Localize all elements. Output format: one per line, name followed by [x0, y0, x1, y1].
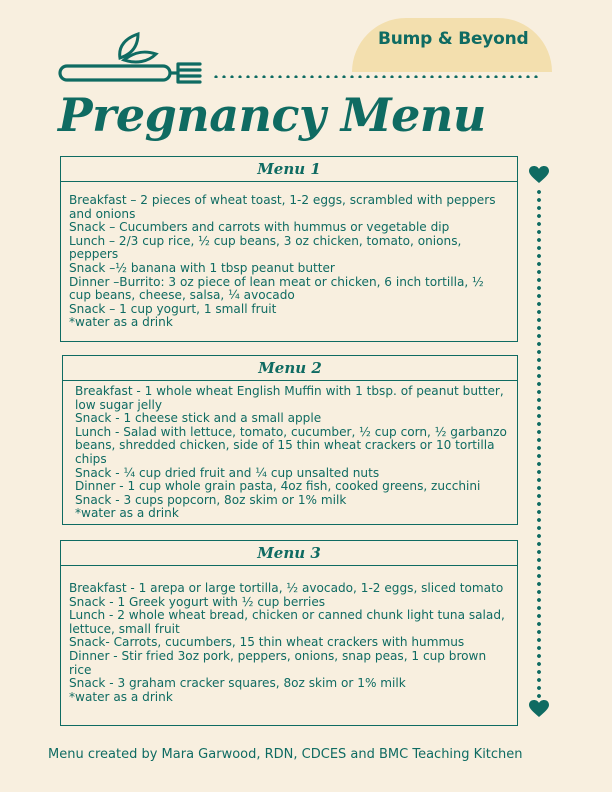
menu-item: *water as a drink [69, 689, 173, 704]
menu-item: Dinner –Burrito: 3 oz piece of lean meat or chicken, 6 inch tortilla, ½ cup beans, cheese, salsa, ¼ avocado [69, 274, 484, 303]
menu-2-body [63, 381, 517, 521]
menu-item: Snack - 3 cups popcorn, 8oz skim or 1% milk [75, 492, 347, 507]
menu-3-heading: Menu 3 [61, 541, 517, 566]
menu-item: Lunch - 2 whole wheat bread, chicken or canned chunk light tuna salad, lettuce, small fruit [69, 608, 505, 636]
menu-3-body [61, 566, 517, 704]
menu-item: *water as a drink [69, 315, 173, 330]
menu-item: Snack - 1 Greek yogurt with ½ cup berries [69, 594, 326, 609]
heart-icon [529, 166, 549, 184]
brand-name: Bump & Beyond [378, 29, 529, 49]
menu-item: Snack – Cucumbers and carrots with hummus or vegetable dip [69, 220, 450, 235]
menu-card-1 [60, 156, 518, 342]
menu-2-heading: Menu 2 [63, 356, 517, 381]
menu-item: Snack - ¼ cup dried fruit and ¼ cup unsalted nuts [75, 465, 380, 480]
menu-card-3 [60, 540, 518, 726]
menu-item: Lunch - Salad with lettuce, tomato, cucumber, ½ cup corn, ½ garbanzo beans, shredded chicken, side of 15 thin wheat crackers or 10 tortilla chips [75, 424, 507, 466]
menu-item: Snack - 1 cheese stick and a small apple [75, 411, 322, 426]
menu-item: Snack – 1 cup yogurt, 1 small fruit [69, 301, 277, 316]
menu-item: Snack –½ banana with 1 tbsp peanut butter [69, 260, 335, 275]
menu-item: Lunch – 2/3 cup rice, ½ cup beans, 3 oz chicken, tomato, onions, peppers [69, 233, 462, 262]
vertical-dotted-divider [537, 188, 541, 698]
page-title: Pregnancy Menu [58, 88, 486, 142]
horizontal-dotted-divider [212, 75, 538, 78]
menu-item: Snack- Carrots, cucumbers, 15 thin wheat crackers with hummus [69, 635, 465, 650]
heart-icon [529, 700, 549, 718]
menu-item: Dinner - 1 cup whole grain pasta, 4oz fish, cooked greens, zucchini [75, 479, 481, 494]
footer-credit: Menu created by Mara Garwood, RDN, CDCES and BMC Teaching Kitchen [48, 747, 523, 762]
menu-item: Dinner - Stir fried 3oz pork, peppers, onions, snap peas, 1 cup brown rice [69, 648, 487, 677]
menu-1-body [61, 182, 517, 330]
menu-1-heading: Menu 1 [61, 157, 517, 182]
menu-item: Breakfast - 1 arepa or large tortilla, ½ avocado, 1-2 eggs, sliced tomato [69, 581, 504, 595]
menu-item: Breakfast – 2 pieces of wheat toast, 1-2 eggs, scrambled with peppers and onions [69, 193, 496, 221]
menu-item: Snack - 3 graham cracker squares, 8oz skim or 1% milk [69, 676, 406, 691]
menu-item: *water as a drink [75, 506, 179, 521]
menu-item: Breakfast - 1 whole wheat English Muffin with 1 tbsp. of peanut butter, low sugar jelly [75, 384, 504, 412]
menu-card-2 [62, 355, 518, 525]
fork-with-leaves-icon [58, 24, 208, 90]
